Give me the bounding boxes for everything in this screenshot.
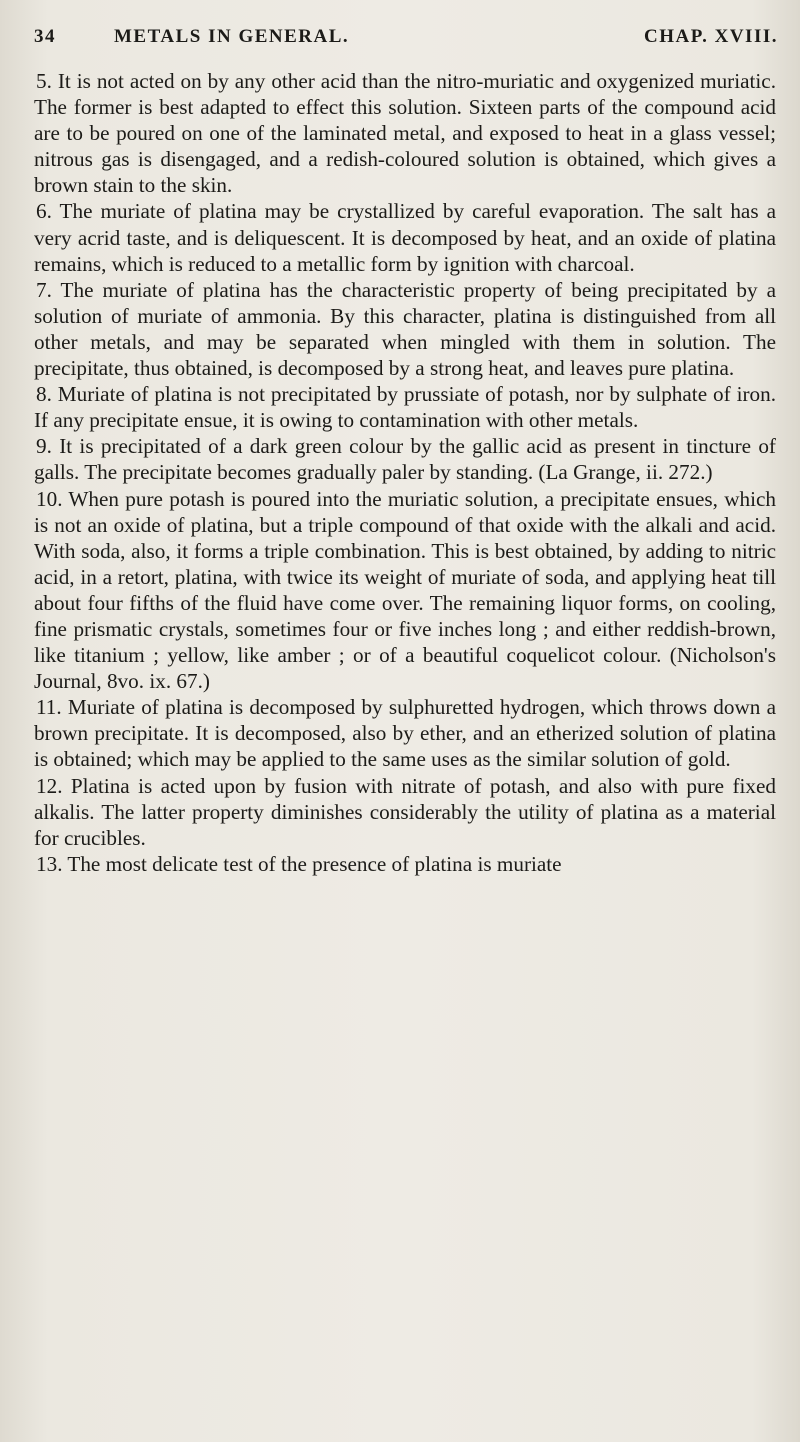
paragraph-10: 10. When pure potash is poured into the muriatic solution, a precipitate ensues, which is not an oxide of platina, but a triple compound of that oxide with the alkali and acid. With soda, also, it forms a triple combination. This is best obtained, by adding to nitric acid, in a retort, platina, with twice its weight of muriate of soda, and applying heat till about four fifths of the fluid have come over. The remaining liquor forms, on cooling, fine prismatic crystals, sometimes four or five inches long ; and either reddish-brown, like titanium ; yellow, like amber ; or of a beautiful coquelicot colour. (Nicholson's Journal, 8vo. ix. 67.) [34,486,776,694]
paragraph-13: 13. The most delicate test of the presence of platina is muriate [36,851,562,876]
paragraph-6: 6. The muriate of platina may be crystallized by careful evaporation. The salt has a very acrid taste, and is deliquescent. It is decomposed by heat, and an oxide of platina remains, which is reduced to a metallic form by ignition with charcoal. [34,199,776,276]
running-title: METALS IN GENERAL. [114,26,350,47]
paragraph-7: 7. The muriate of platina has the characteristic property of being precipitated by a solution of muriate of ammonia. By this character, platina is distinguished from all other metals, and may be separated when mingled with them in solution. The precipitate, thus obtained, is decomposed by a strong heat, and leaves pure platina. [34,277,776,381]
paragraph-5: 5. It is not acted on by any other acid than the nitro-muriatic and oxygenized muriatic. The former is best adapted to effect this solution. Sixteen parts of the compound acid are to be poured on one of the laminated metal, and exposed to heat in a glass vessel; nitrous gas is disengaged, and a redish-coloured solution is obtained, which gives a brown stain to the skin. [34,69,776,198]
page-number: 34 [34,26,56,47]
body-text [34,68,776,877]
page-header [34,16,778,52]
paragraph-11: 11. Muriate of platina is decomposed by sulphuretted hydrogen, which throws down a brown precipitate. It is decomposed, also by ether, and an etherized solution of platina is obtained; which may be applied to the same uses as the similar solution of gold. [34,695,776,772]
chapter-label: CHAP. XVIII. [644,26,778,47]
paragraph-12: 12. Platina is acted upon by fusion with nitrate of potash, and also with pure fixed alkalis. The latter property diminishes considerably the utility of platina as a material for crucibles. [34,773,776,850]
paragraph-8: 8. Muriate of platina is not precipitated by prussiate of potash, nor by sulphate of iron. If any precipitate ensue, it is owing to contamination with other metals. [34,382,776,433]
paragraph-9: 9. It is precipitated of a dark green colour by the gallic acid as present in tincture of galls. The precipitate becomes gradually paler by standing. (La Grange, ii. 272.) [34,434,776,485]
